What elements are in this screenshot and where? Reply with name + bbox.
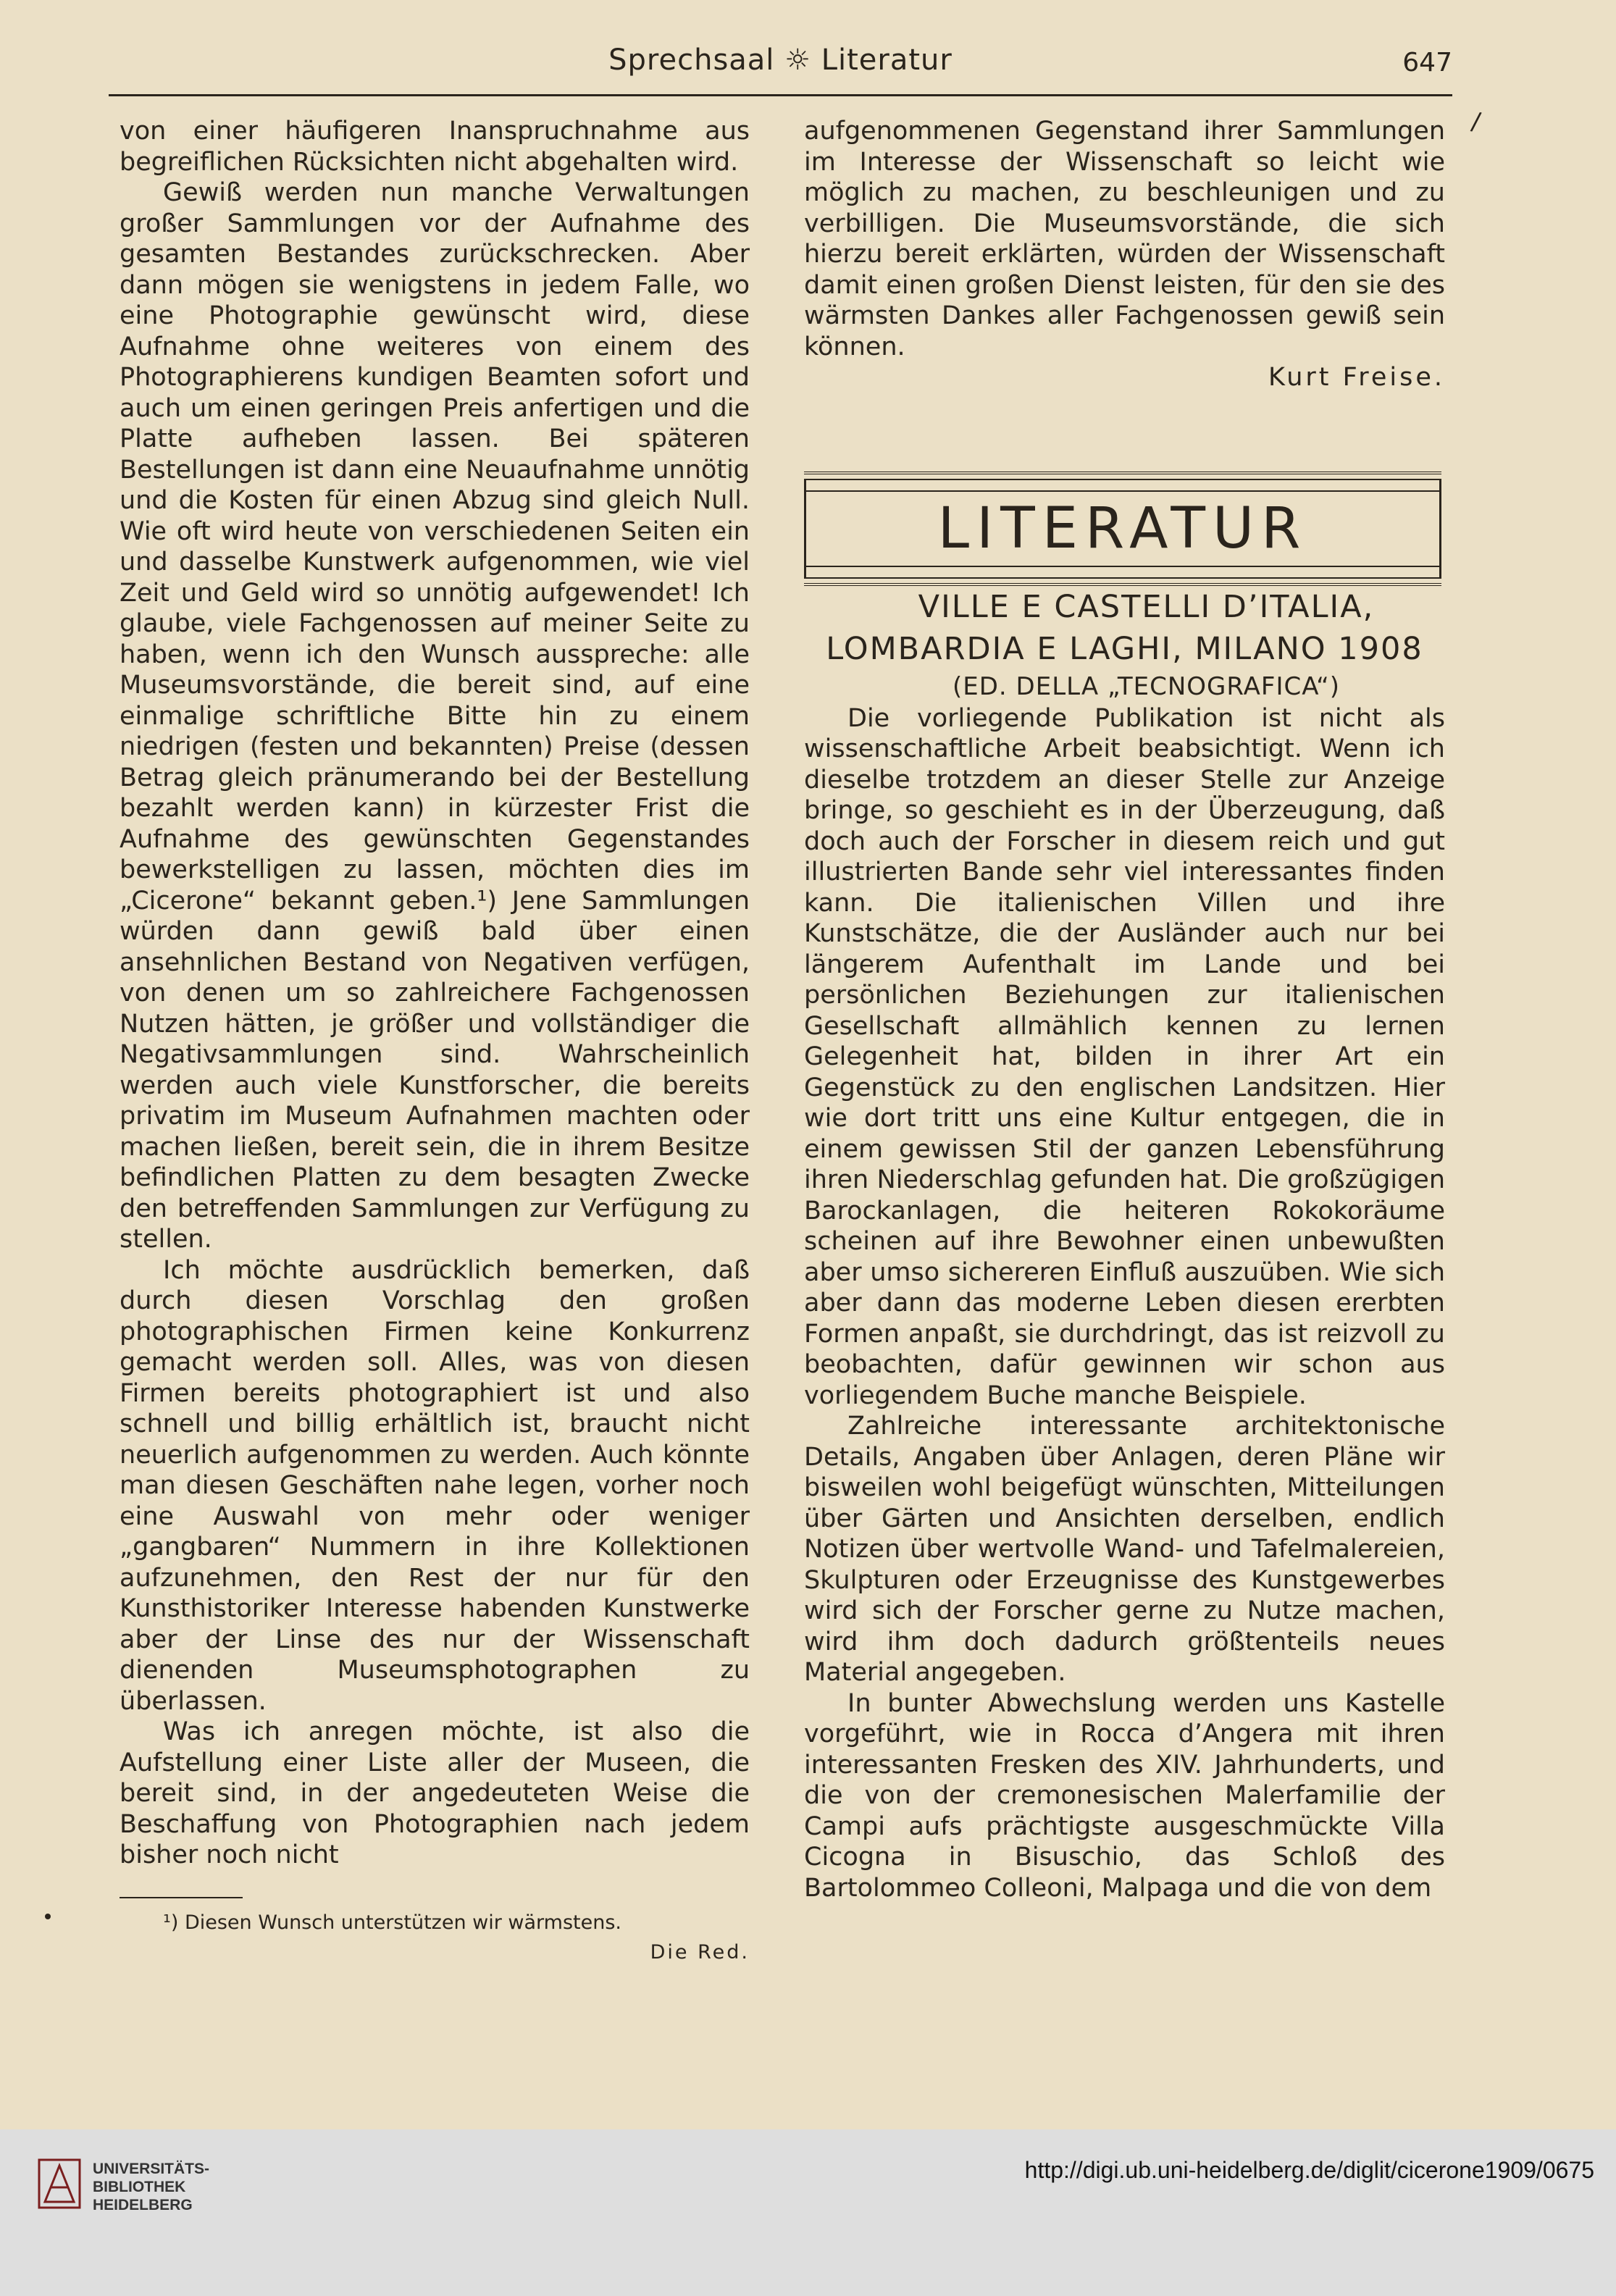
header-rule	[109, 94, 1452, 96]
paragraph: Die vorliegende Publikation ist nicht als wissenschaftliche Arbeit beabsichtigt. Wenn ich dieselbe trotzdem an dieser Stelle zur Anzeige bringe, so geschieht es in der Überzeugung, daß doch auch der Forscher in diesem reich und gut illustrierten Bande sehr viel interessantes finden kann. Die italienischen Villen und ihre Kunstschätze, die der Ausländer auch nur bei längerem Aufenthalt im Lande und bei persönlichen Beziehungen zur italienischen Gesellschaft allmählich kennen zu lernen Gelegenheit hat, bilden in ihrer Art ein Gegenstück zu den englischen Landsitzen. Hier wie dort tritt uns eine Kultur entgegen, die in einem gewissen Stil der ganzen Lebensführung ihren Niederschlag gefunden hat. Die großzügigen Barockanlagen, die heiteren Rokokoräume scheinen auf ihre Bewohner einen unbewußten aber umso sichereren Einfluß auszuüben. Wie sich aber dann das moderne Leben diesen ererbten Formen anpaßt, sie durchdringt, das ist reizvoll zu beobachten, dafür gewinnen wir schon aus vorliegendem Buche manche Beispiele.	[804, 703, 1445, 1410]
footnote: ¹) Diesen Wunsch unterstützen wir wärmstens.	[163, 1911, 621, 1934]
footnote-signature: Die Red.	[650, 1940, 750, 1964]
section-heading: LITERATUR	[937, 495, 1308, 561]
running-title: Sprechsaal ☼ Literatur	[608, 43, 953, 77]
ornament-bar	[804, 479, 1441, 492]
paragraph: In bunter Abwechslung werden uns Kastelle vorgeführt, wie in Rocca d’Angera mit ihren interessanten Fresken des XIV. Jahrhunderts, und die von der cremonesischen Malerfamilie der Campi aufs prächtigste ausgeschmückte Villa Cicogna in Bisuschio, das Schloß des Bartolommeo Colleoni, Malpaga und die von dem	[804, 1688, 1445, 1903]
paragraph: Ich möchte ausdrücklich bemerken, daß durch diesen Vorschlag den großen photographischen Firmen keine Konkurrenz gemacht werden soll. Alles, was von diesen Firmen bereits photographiert ist und also schnell und billig erhältlich ist, braucht nicht neuerlich aufgenommen zu werden. Auch könnte man diesen Geschäften nahe legen, vorher noch eine Auswahl von mehr oder weniger „gangbaren“ Nummern in ihre Kollektionen aufzunehmen, den Rest der nur für den Kunsthistoriker Interesse habenden Kunstwerke aber der Linse des nur der Wissenschaft dienenden Museumsphotographen zu überlassen.	[120, 1255, 750, 1716]
article-title: VILLE E CASTELLI D’ITALIA, LOMBARDIA E LAGHI, MILANO 1908	[826, 588, 1423, 667]
ornament-bar	[804, 566, 1441, 579]
university-library-logo-icon	[38, 2158, 81, 2209]
section-heading-box	[804, 472, 1441, 586]
author-signature: Kurt Freise.	[1268, 363, 1445, 392]
margin-dot	[45, 1914, 51, 1919]
footnote-rule	[120, 1897, 243, 1898]
article-subtitle: (ED. DELLA „TECNOGRAFICA“)	[953, 671, 1340, 701]
paragraph: Was ich anregen möchte, ist also die Aufstellung einer Liste aller der Museen, die bereit sind, in der angedeuteten Weise die Beschaffung von Photographien nach jedem bisher noch nicht	[120, 1717, 750, 1869]
right-column	[804, 116, 1445, 1903]
running-header	[109, 38, 1452, 96]
paragraph: Gewiß werden nun manche Verwaltungen großer Sammlungen vor der Aufnahme des gesamten Bestandes zurückschrecken. Aber dann mögen sie wenigstens in jedem Falle, wo eine Photographie gewünscht wird, diese Aufnahme ohne weiteres von einem des Photographierens kundigen Beamten sofort und auch um einen geringen Preis anfertigen und die Platte aufheben lassen. Bei späteren Bestellungen ist dann eine Neuaufnahme unnötig und die Kosten für einen Abzug sind gleich Null. Wie oft wird heute von verschiedenen Seiten ein und dasselbe Kunstwerk aufgenommen, wie viel Zeit und Geld wird so unnötig aufgewendet! Ich glaube, viele Fachgenossen auf meiner Seite zu haben, wenn ich den Wunsch ausspreche: alle Museumsvorstände, die bereit sind, auf eine einmalige schriftliche Bitte hin zu einem niedrigen (festen und bekannten) Preise (dessen Betrag gleich pränumerando bei der Bestellung bezahlt werden kann) in kürzester Frist die Aufnahme des gewünschten Gegenstandes bewerkstelligen zu lassen, möchten dies im „Cicerone“ bekannt geben.¹) Jene Sammlungen würden dann gewiß bald über einen ansehnlichen Bestand von Negativen verfügen, von denen um so zahlreichere Fachgenossen Nutzen hätten, je größer und vollständiger die Negativsammlungen sind. Wahrscheinlich werden auch viele Kunstforscher, die bereits privatim im Museum Aufnahmen machten oder machen ließen, bereit sein, die in ihrem Besitze befindlichen Platten zu dem besagten Zwecke den betreffenden Sammlungen zur Verfügung zu stellen.	[120, 178, 750, 1254]
paragraph: aufgenommenen Gegenstand ihrer Sammlungen im Interesse der Wissenschaft so leicht wie möglich zu machen, zu beschleunigen und zu verbilligen. Die Museumsvorstände, die sich hierzu bereit erklärten, würden der Wissenschaft damit einen großen Dienst leisten, für den sie des wärmsten Dankes aller Fachgenossen gewiß sein können.	[804, 117, 1445, 361]
left-column	[120, 116, 750, 1968]
paragraph: von einer häufigeren Inanspruchnahme aus begreiflichen Rücksichten nicht abgehalten wird.	[120, 117, 750, 177]
digitization-footer	[0, 2129, 1616, 2296]
margin-mark: /	[1469, 106, 1483, 137]
source-url-link[interactable]: http://digi.ub.uni-heidelberg.de/diglit/cicerone1909/0675	[1024, 2157, 1594, 2183]
paragraph: Zahlreiche interessante architektonische Details, Angaben über Anlagen, deren Pläne wir bisweilen wohl beigefügt wünschten, Mitteilungen über Gärten und Ansichten derselben, endlich Notizen über wertvolle Wand- und Tafelmalereien, Skulpturen oder Erzeugnisse des Kunstgewerbes wird sich der Forscher gerne zu Nutze machen, wird ihm doch dadurch größtenteils neues Material angegeben.	[804, 1412, 1445, 1687]
page-number: 647	[1402, 48, 1452, 77]
library-name: UNIVERSITÄTS- BIBLIOTHEK HEIDELBERG	[93, 2161, 210, 2213]
